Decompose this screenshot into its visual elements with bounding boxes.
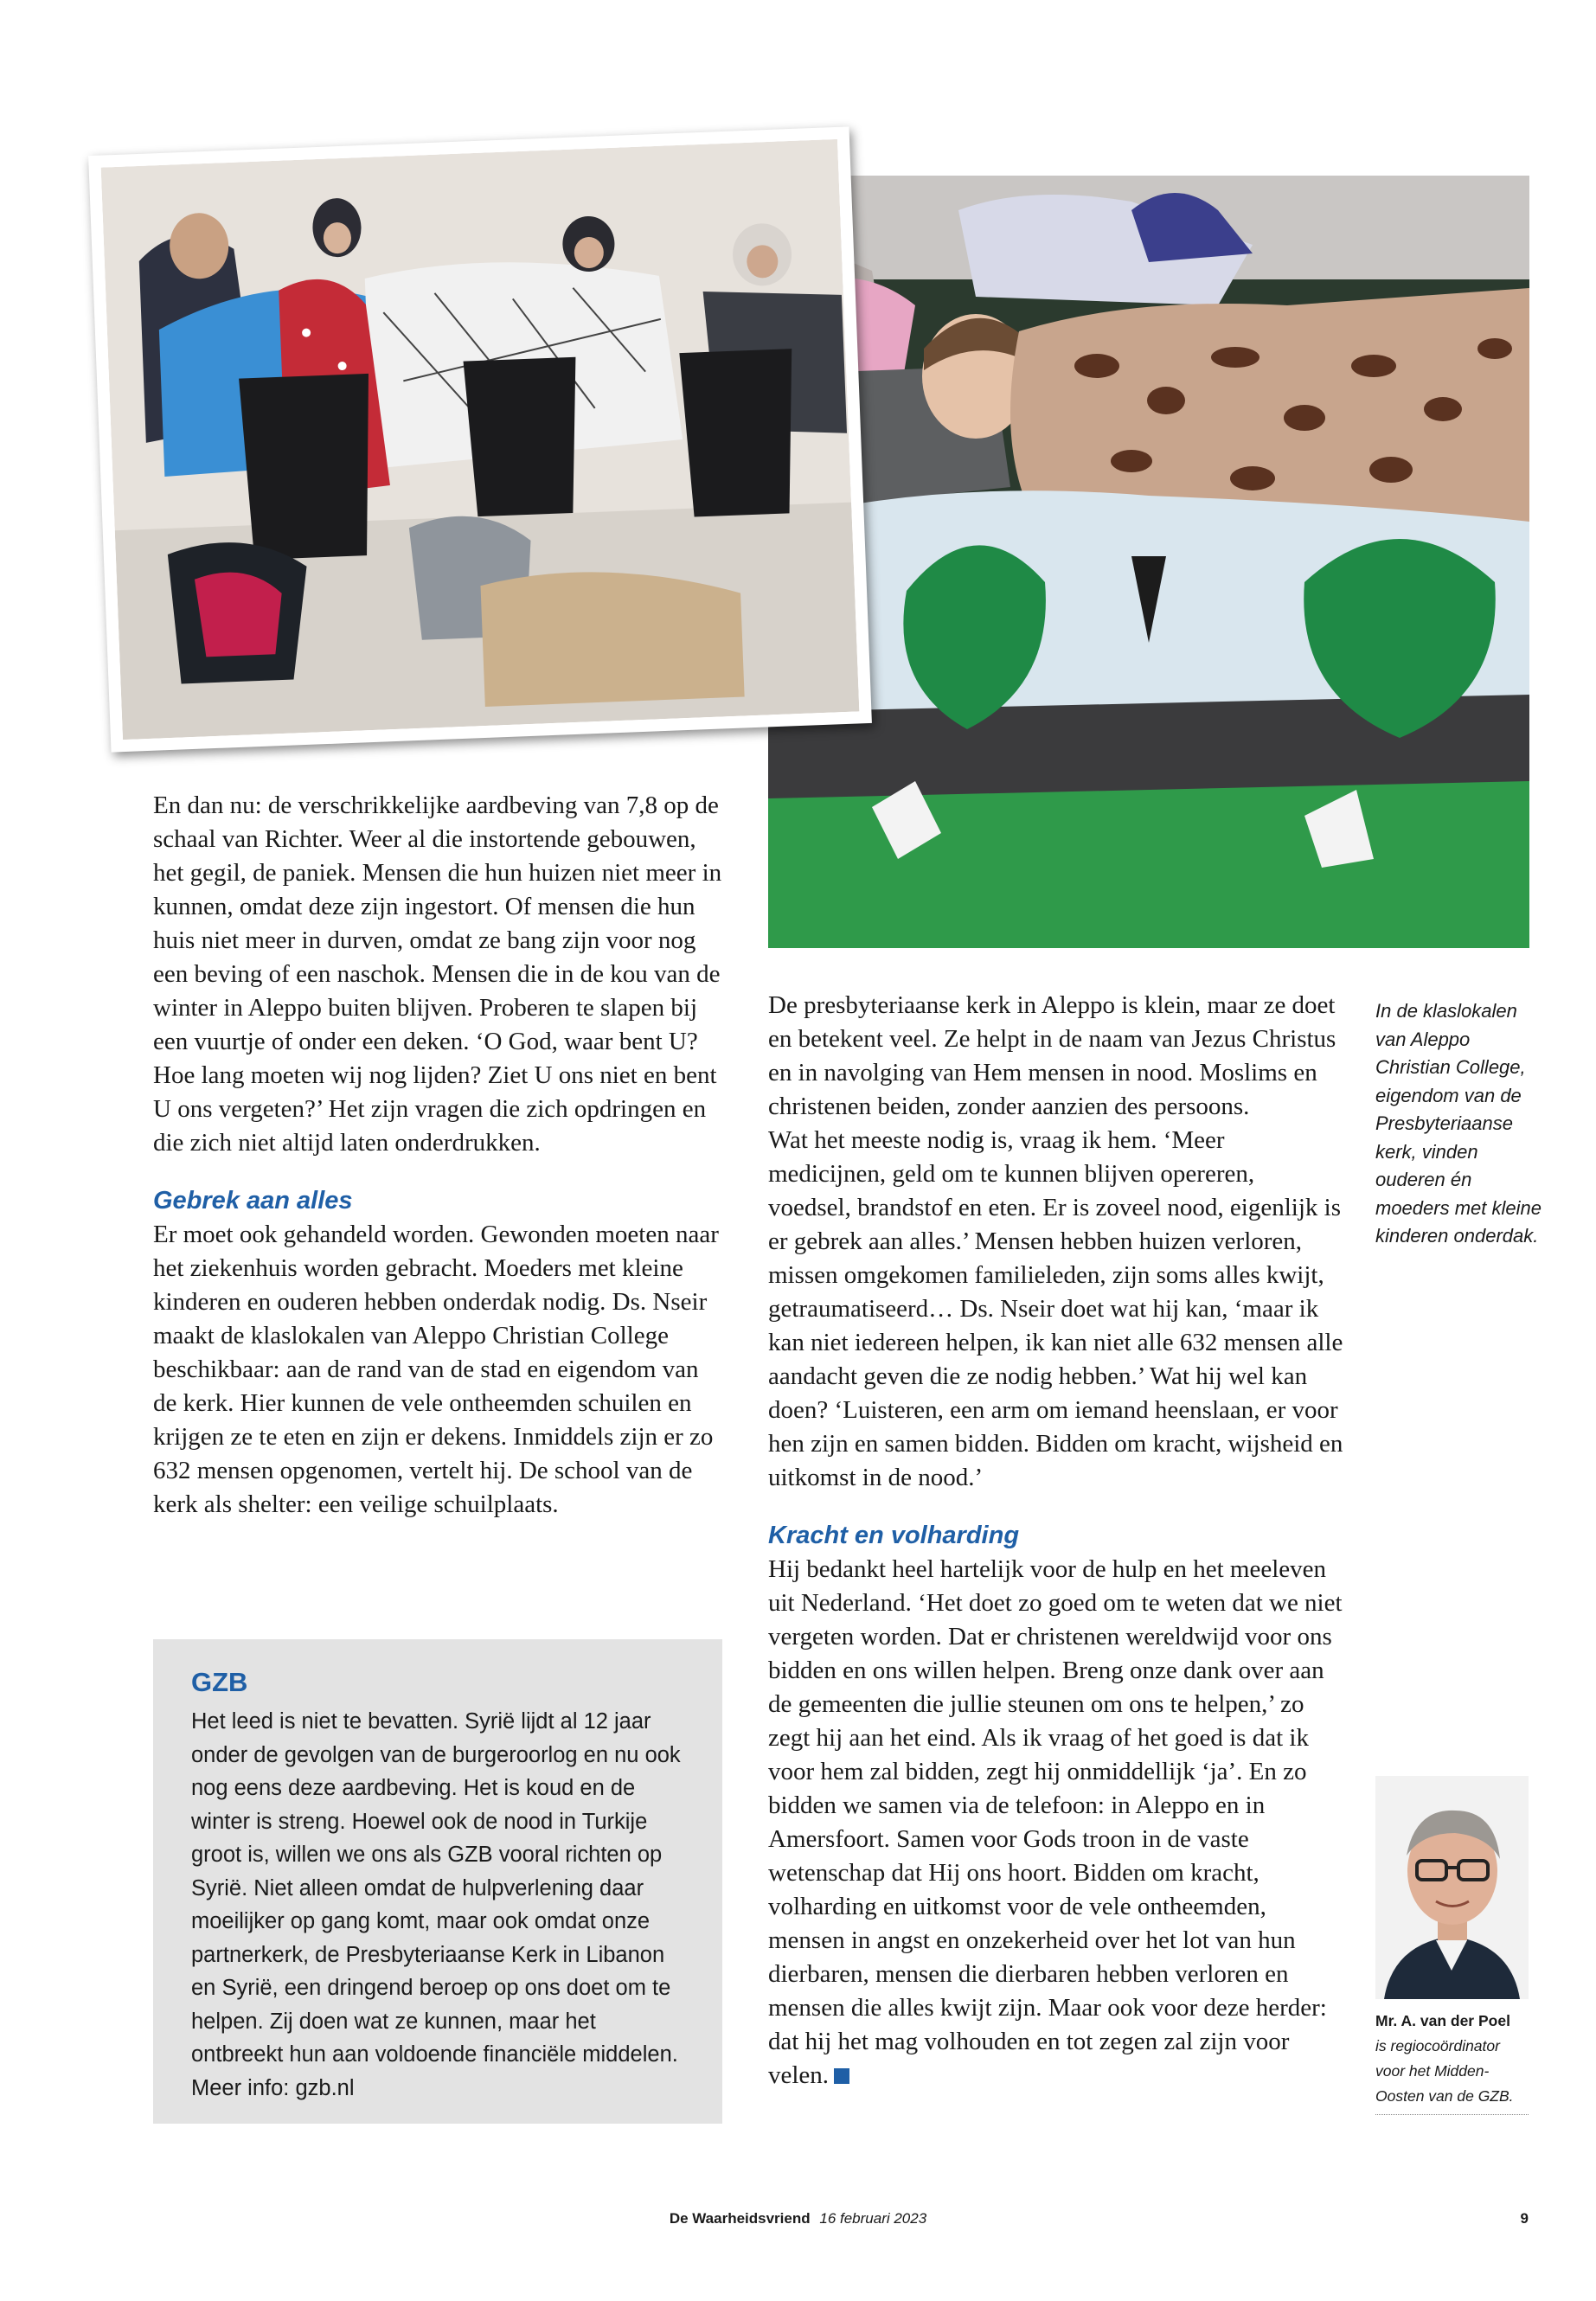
gzb-box-text: Het leed is niet te bevatten. Syrië lijdt al 12 jaar onder de gevolgen van de burgeroorlog en nu ook nog eens deze aardbeving. Het is koud en de winter is streng. Hoewel ook de nood in Turkije groot is, willen we ons als GZB vooral richten op Syrië. Niet alleen omdat de hulpverlening daar moeilijker op gang komt, maar ook omdat onze partnerkerk, de Presbyteriaanse Kerk in Libanon en Syrië, een dringend beroep op ons doet om te helpen. Zij doen wat ze kunnen, maar het ontbreekt hun aan voldoende financiële middelen. Meer info: gzb.nl bbox=[191, 1709, 681, 2100]
footer-publication bbox=[0, 2210, 1596, 2227]
page-footer bbox=[0, 2210, 1596, 2236]
subheading-gebrek-aan-alles: Gebrek aan alles bbox=[153, 1187, 353, 1215]
author-name: Mr. A. van der Poel bbox=[1375, 2012, 1510, 2029]
subheading-kracht-en-volharding: Kracht en volharding bbox=[768, 1522, 1020, 1549]
page-number: 9 bbox=[1520, 2210, 1529, 2227]
article-column-2 bbox=[768, 989, 1343, 2093]
photo-sleeping-child-image bbox=[768, 176, 1529, 948]
photo-sleeping-child bbox=[768, 176, 1529, 948]
author-caption bbox=[1375, 2009, 1529, 2115]
article-paragraph: En dan nu: de verschrikkelijke aardbeving van 7,8 op de schaal van Richter. Weer al die instortende gebouwen, het gegil, de paniek. Mensen die hun huizen niet meer in kunnen, omdat deze zijn ingestort. Of mensen die hun huis niet meer in durven, omdat ze bang zijn voor nog een beving of een naschok. Mensen die in de kou van de winter in Aleppo buiten blijven. Proberen te slapen bij een vuurtje of onder een deken. ‘O God, waar bent U? Hoe lang moeten wij nog lijden? Ziet U ons niet en bent U ons vergeten?’ Het zijn vragen die zich opdringen en die zich niet altijd laten onderdrukken. bbox=[153, 792, 722, 1157]
author-role: is regiocoördinator voor het Midden-Oosten van de GZB. bbox=[1375, 2037, 1514, 2105]
article-column-1 bbox=[153, 789, 724, 1522]
photo-frame-families bbox=[88, 126, 872, 752]
author-portrait-image bbox=[1375, 1776, 1529, 1999]
footer-date: 16 februari 2023 bbox=[819, 2210, 927, 2227]
article-paragraph: De presbyteriaanse kerk in Aleppo is klein, maar ze doet en betekent veel. Ze helpt in de naam van Jezus Christus en in navolging van Hem mensen in nood. Moslims en christenen beiden, zonder aanzien des persoons. bbox=[768, 991, 1336, 1120]
article-paragraph: Er moet ook gehandeld worden. Gewonden moeten naar het ziekenhuis worden gebracht. Moeders met kleine kinderen en ouderen hebben onderdak nodig. Ds. Nseir maakt de klaslokalen van Aleppo Christian College beschikbaar: aan de rand van de stad en eigendom van de kerk. Hier kunnen de vele ontheemden schuilen en krijgen ze te eten en zijn er dekens. Inmiddels zijn er zo 632 mensen opgenomen, vertelt hij. De school van de kerk als shelter: een veilige schuilplaats. bbox=[153, 1221, 719, 1518]
article-paragraph: Wat het meeste nodig is, vraag ik hem. ‘Meer medicijnen, geld om te kunnen blijven opereren, voedsel, brandstof en eten. Er is zoveel nood, eigenlijk is er gebrek aan alles.’ Mensen hebben huizen verloren, missen omgekomen familieleden, zijn soms alles kwijt, getraumatiseerd… Ds. Nseir doet wat hij kan, ‘maar ik kan niet iedereen helpen, ik kan niet alle 632 mensen alle aandacht geven die ze nodig hebben.’ Wat hij wel kan doen? ‘Luisteren, een arm om iemand heenslaan, er voor hen zijn en samen bidden. Bidden om kracht, wijsheid en uitkomst in de nood.’ bbox=[768, 1126, 1343, 1491]
footer-magazine-name: De Waarheidsvriend bbox=[669, 2210, 811, 2227]
end-of-article-square-icon bbox=[834, 2068, 849, 2084]
photo-caption: In de klaslokalen van Aleppo Christian College, eigendom van de Presbyteriaanse kerk, vinden ouderen én moeders met kleine kinderen onderdak. bbox=[1375, 1000, 1542, 1247]
gzb-info-box bbox=[153, 1639, 722, 2124]
photo-families-sheltering bbox=[101, 139, 860, 740]
article-paragraph-final bbox=[768, 1553, 1343, 2093]
author-photo bbox=[1375, 1776, 1529, 1999]
photo-families-sheltering-image bbox=[101, 139, 860, 740]
article-paragraph-text: Hij bedankt heel hartelijk voor de hulp en het meeleven uit Nederland. ‘Het doet zo goed om te weten dat we niet vergeten worden. Dat er christenen wereldwijd voor ons bidden en ons willen helpen. Breng onze dank over aan de gemeenten die jullie steunen om ons te helpen,’ zo zegt hij aan het eind. Als ik vraag of het goed is dat ik voor hem zal bidden, zegt hij onmiddellijk ‘ja’. En zo bidden we samen via de telefoon: in Aleppo en in Amersfoort. Samen voor Gods troon in de vaste wetenschap dat Hij ons hoort. Bidden om kracht, volharding en uitkomst voor de vele ontheemden, mensen in angst en onzekerheid over het lot van hun dierbaren, mensen die dierbaren hebben verloren en mensen die alles kwijt zijn. Maar ook voor deze herder: dat hij het mag volhouden en tot zegen zal zijn voor velen. bbox=[768, 1555, 1343, 2089]
gzb-box-title: GZB bbox=[191, 1667, 248, 1697]
